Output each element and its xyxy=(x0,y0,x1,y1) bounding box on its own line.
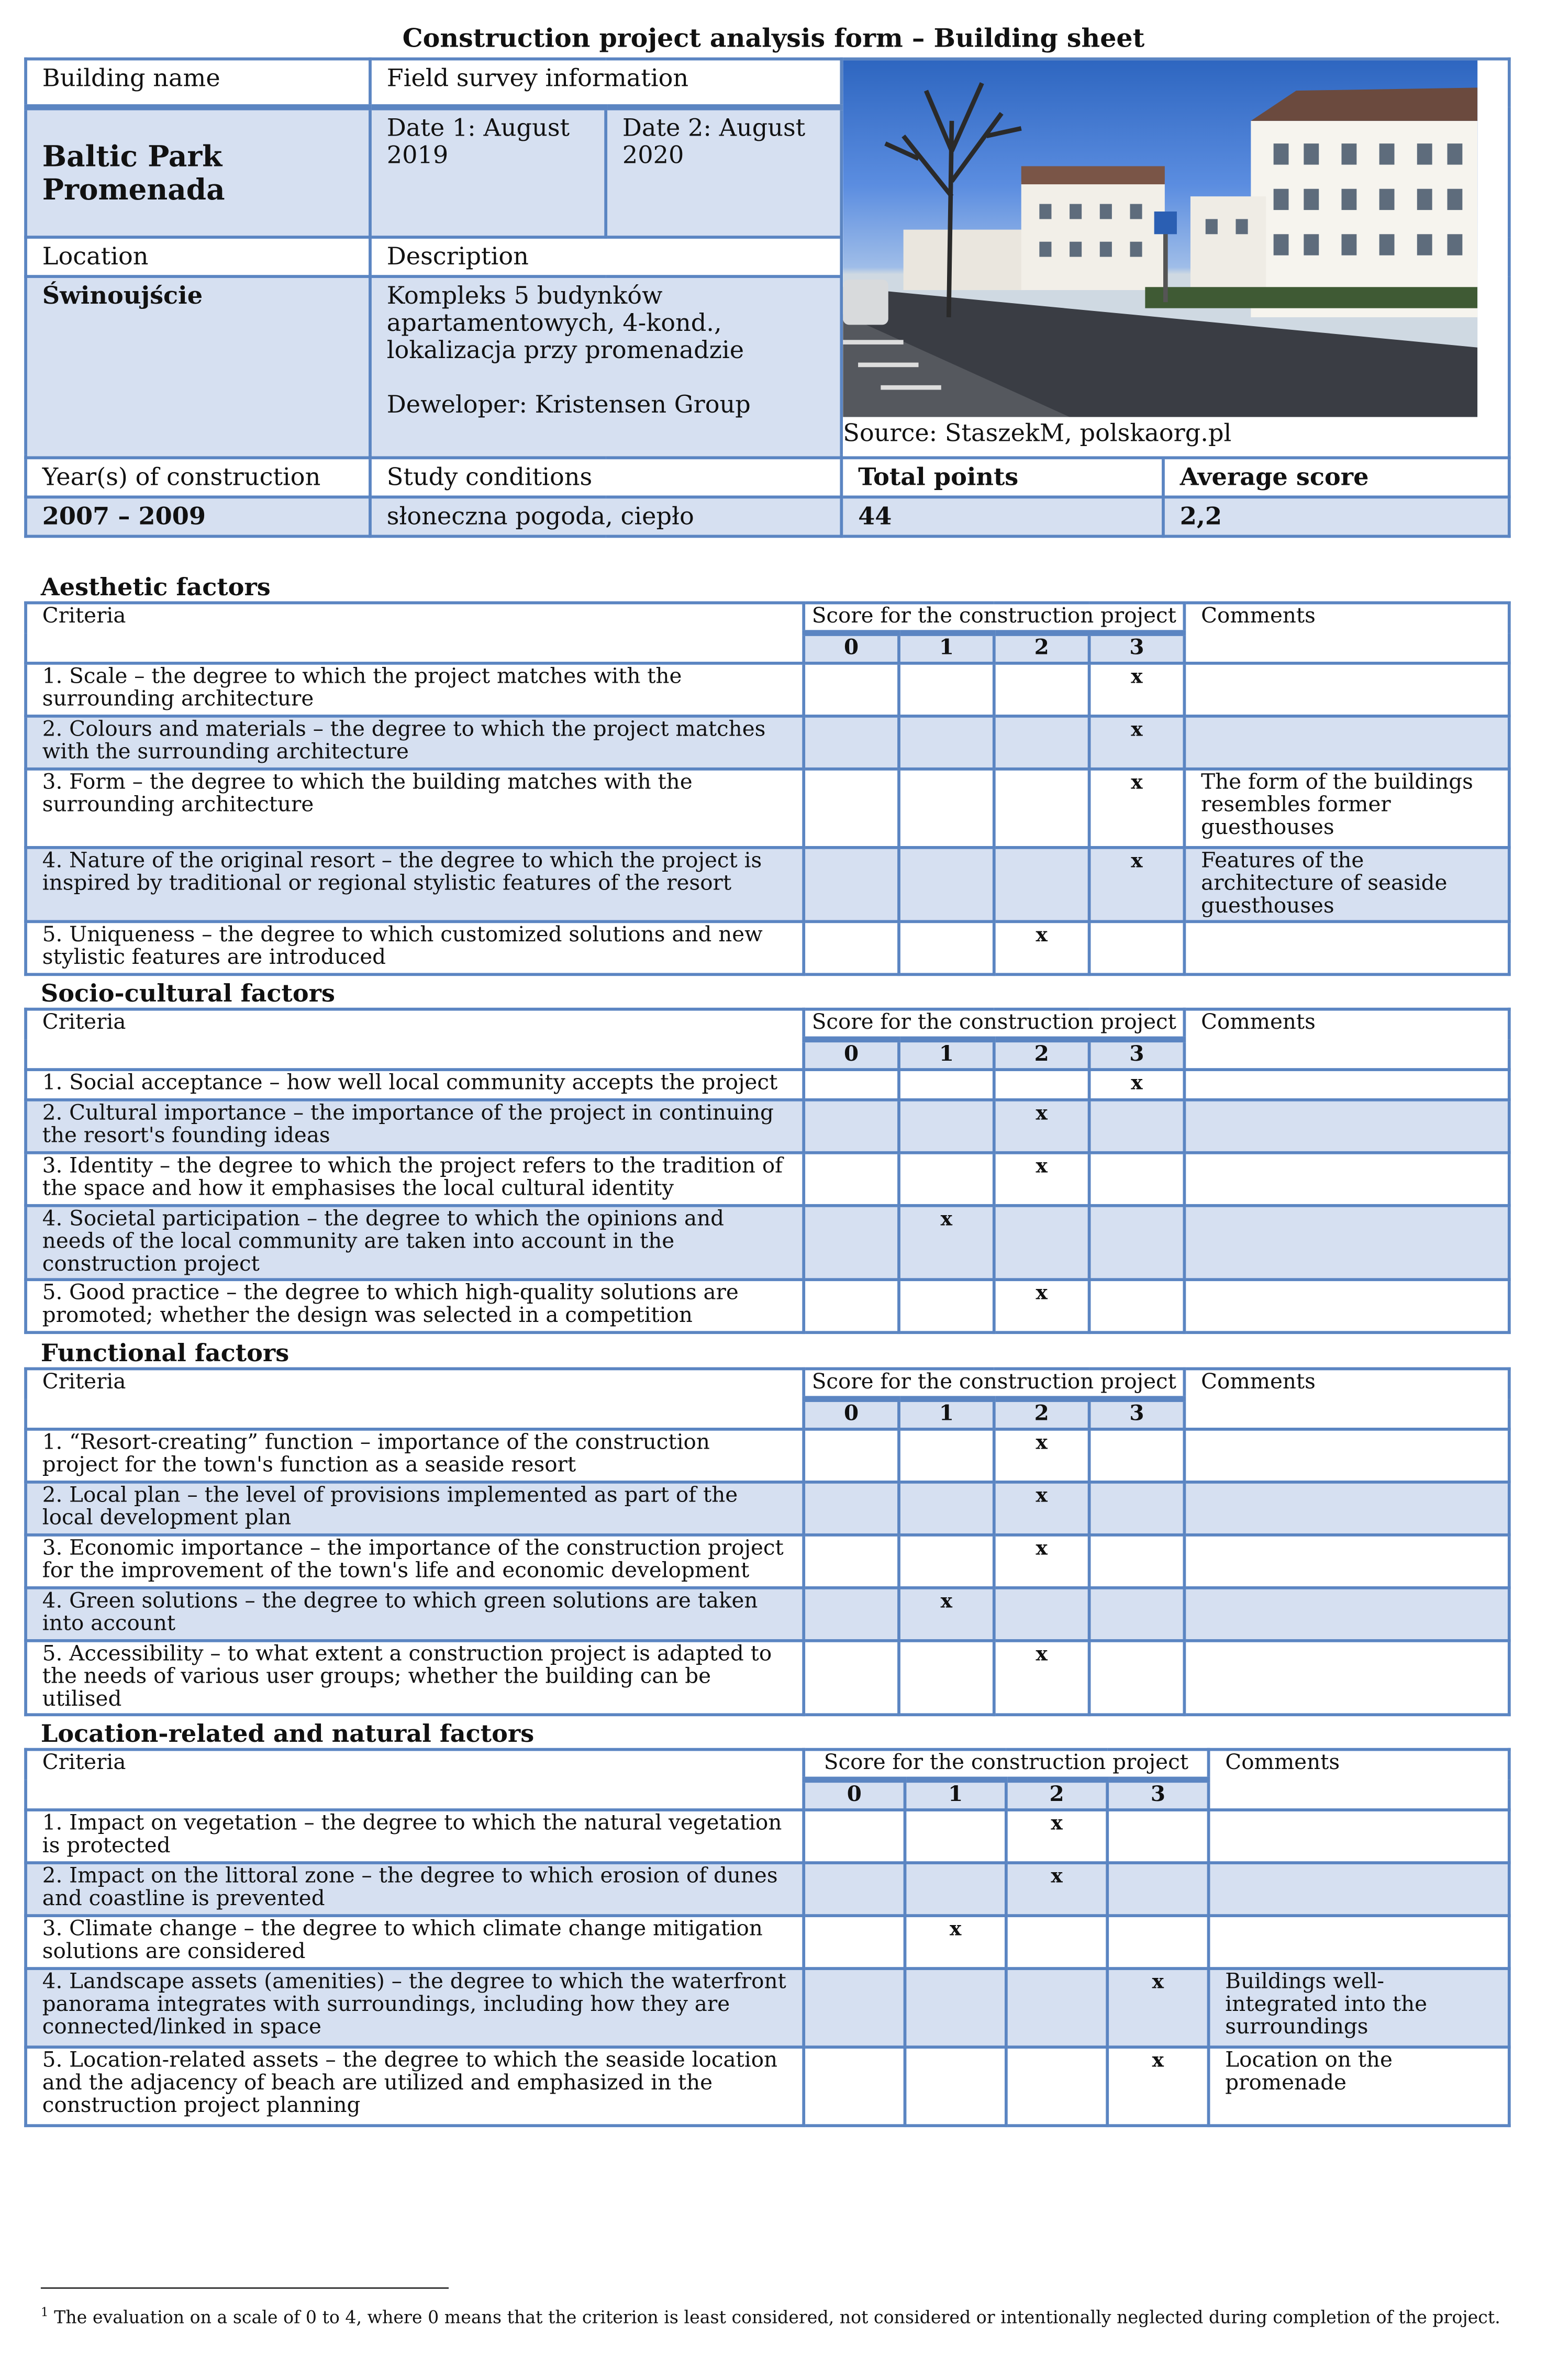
building-photo xyxy=(843,60,1477,417)
scale-2: 2 xyxy=(994,1039,1089,1070)
comment-text xyxy=(1184,1153,1509,1206)
date2: Date 2: August 2020 xyxy=(606,107,841,237)
scale-0: 0 xyxy=(804,1780,905,1810)
score-mark: x xyxy=(1089,1070,1185,1100)
table-row xyxy=(26,1968,1509,2047)
comment-text xyxy=(1184,1588,1509,1641)
scale-0: 0 xyxy=(804,633,899,663)
score-cell xyxy=(899,716,994,769)
criterion-text: 4. Green solutions – the degree to which green solutions are taken into account xyxy=(26,1588,804,1641)
score-mark: x xyxy=(1089,769,1185,848)
criteria-header: Criteria xyxy=(26,1750,804,1810)
average-label: Average score xyxy=(1163,458,1509,497)
scale-3: 3 xyxy=(1089,1039,1185,1070)
criterion-text: 4. Landscape assets (amenities) – the degree to which the waterfront panorama integrates with surroundings, including how they are connected/linked in space xyxy=(26,1968,804,2047)
score-cell xyxy=(804,769,899,848)
score-cell xyxy=(899,1641,994,1715)
table-row xyxy=(26,716,1509,769)
table-row xyxy=(26,1863,1509,1916)
scale-3: 3 xyxy=(1089,633,1185,663)
criterion-text: 5. Location-related assets – the degree to which the seaside location and the adjacency of beach are utilized and emphasized in the construction project planning xyxy=(26,2047,804,2126)
criterion-text: 5. Good practice – the degree to which high-quality solutions are promoted; whether the design was selected in a competition xyxy=(26,1280,804,1332)
comments-header: Comments xyxy=(1184,1369,1509,1429)
score-cell xyxy=(804,848,899,921)
score-cell xyxy=(899,1100,994,1153)
table-row xyxy=(26,1482,1509,1535)
comment-text: Features of the architecture of seaside guesthouses xyxy=(1184,848,1509,921)
comment-text xyxy=(1209,1863,1509,1916)
table-row xyxy=(26,769,1509,848)
criterion-text: 3. Identity – the degree to which the project refers to the tradition of the space and how it emphasises the local cultural identity xyxy=(26,1153,804,1206)
page-title: Construction project analysis form – Building sheet xyxy=(402,24,1145,54)
scale-2: 2 xyxy=(994,1399,1089,1429)
score-cell xyxy=(1089,1482,1185,1535)
date1: Date 1: August 2019 xyxy=(370,107,606,237)
table-row xyxy=(26,1641,1509,1715)
developer-text: Deweloper: Kristensen Group xyxy=(386,390,751,419)
scale-1: 1 xyxy=(899,1039,994,1070)
score-cell xyxy=(899,848,994,921)
description-text: Kompleks 5 budynków apartamentowych, 4-kond., lokalizacja przy promenadzie xyxy=(386,281,744,364)
score-cell xyxy=(804,1863,905,1916)
table-row xyxy=(26,1100,1509,1153)
footnote-text: The evaluation on a scale of 0 to 4, where 0 means that the criterion is least considered, not considered or intentionally neglected during completion of the project. xyxy=(54,2306,1500,2328)
description-cell xyxy=(370,276,841,458)
building-name: Baltic Park Promenada xyxy=(42,139,225,206)
score-cell xyxy=(899,921,994,974)
score-cell xyxy=(804,1429,899,1482)
score-cell xyxy=(899,1153,994,1206)
average-value: 2,2 xyxy=(1163,497,1509,536)
table-row xyxy=(26,848,1509,921)
total-points-value: 44 xyxy=(841,497,1163,536)
criteria-header: Criteria xyxy=(26,1369,804,1429)
comment-text: The form of the buildings resembles former guesthouses xyxy=(1184,769,1509,848)
footnote-mark: 1 xyxy=(40,2305,49,2319)
score-header: Score for the construction project xyxy=(804,1369,1184,1399)
criteria-header: Criteria xyxy=(26,603,804,663)
comment-text xyxy=(1184,716,1509,769)
score-cell xyxy=(994,769,1089,848)
criterion-text: 4. Nature of the original resort – the degree to which the project is inspired by traditional or regional stylistic features of the resort xyxy=(26,848,804,921)
scale-1: 1 xyxy=(899,1399,994,1429)
conditions-label: Study conditions xyxy=(370,458,841,497)
score-mark: x xyxy=(1089,663,1185,716)
score-mark: x xyxy=(994,1482,1089,1535)
total-points-label: Total points xyxy=(841,458,1163,497)
photo-source: Source: StaszekM, polskaorg.pl xyxy=(843,418,1232,448)
comment-text xyxy=(1184,1641,1509,1715)
score-cell xyxy=(804,1280,899,1332)
scale-2: 2 xyxy=(1006,1780,1107,1810)
scale-3: 3 xyxy=(1089,1399,1185,1429)
location-label: Location xyxy=(26,237,370,276)
section-title: Aesthetic factors xyxy=(40,572,271,602)
footnote xyxy=(41,2306,1500,2328)
score-mark: x xyxy=(1006,1810,1107,1863)
score-mark: x xyxy=(994,1429,1089,1482)
comment-text xyxy=(1184,1482,1509,1535)
score-cell xyxy=(905,1810,1006,1863)
score-cell xyxy=(804,1070,899,1100)
score-mark: x xyxy=(1089,848,1185,921)
criterion-text: 1. “Resort-creating” function – importance of the construction project for the town's function as a seaside resort xyxy=(26,1429,804,1482)
criterion-text: 4. Societal participation – the degree to which the opinions and needs of the local community are taken into account in the construction project xyxy=(26,1206,804,1280)
table-row xyxy=(26,1588,1509,1641)
score-cell xyxy=(899,1070,994,1100)
score-mark: x xyxy=(899,1206,994,1280)
header-table xyxy=(24,58,1511,538)
footnote-rule xyxy=(41,2287,449,2289)
score-mark: x xyxy=(994,921,1089,974)
years-label: Year(s) of construction xyxy=(26,458,370,497)
score-mark: x xyxy=(1107,1968,1208,2047)
criterion-text: 2. Local plan – the level of provisions implemented as part of the local development plan xyxy=(26,1482,804,1535)
score-mark: x xyxy=(905,1916,1006,1968)
comment-text xyxy=(1209,1810,1509,1863)
score-cell xyxy=(1089,1429,1185,1482)
score-mark: x xyxy=(1089,716,1185,769)
scale-3: 3 xyxy=(1107,1780,1208,1810)
score-cell xyxy=(804,1810,905,1863)
comment-text xyxy=(1184,663,1509,716)
table-row xyxy=(26,2047,1509,2126)
description-label: Description xyxy=(370,237,841,276)
score-mark: x xyxy=(994,1535,1089,1588)
score-cell xyxy=(994,1070,1089,1100)
score-cell xyxy=(905,1968,1006,2047)
comment-text xyxy=(1184,1070,1509,1100)
comment-text xyxy=(1209,1916,1509,1968)
scale-0: 0 xyxy=(804,1399,899,1429)
comment-text: Location on the promenade xyxy=(1209,2047,1509,2126)
score-cell xyxy=(994,1206,1089,1280)
criterion-text: 5. Uniqueness – the degree to which customized solutions and new stylistic features are introduced xyxy=(26,921,804,974)
score-cell xyxy=(1089,1280,1185,1332)
score-cell xyxy=(804,663,899,716)
table-row xyxy=(26,921,1509,974)
criterion-text: 3. Form – the degree to which the building matches with the surrounding architecture xyxy=(26,769,804,848)
score-cell xyxy=(804,921,899,974)
criterion-text: 2. Impact on the littoral zone – the degree to which erosion of dunes and coastline is prevented xyxy=(26,1863,804,1916)
comment-text xyxy=(1184,1206,1509,1280)
criterion-text: 1. Scale – the degree to which the project matches with the surrounding architecture xyxy=(26,663,804,716)
score-cell xyxy=(994,848,1089,921)
score-cell xyxy=(994,716,1089,769)
score-cell xyxy=(899,1535,994,1588)
table-row xyxy=(26,1535,1509,1588)
table-row xyxy=(26,1280,1509,1332)
table-row xyxy=(26,1810,1509,1863)
score-mark: x xyxy=(1107,2047,1208,2126)
factor-table xyxy=(24,602,1511,976)
field-survey-label: Field survey information xyxy=(370,59,841,107)
score-cell xyxy=(1089,1206,1185,1280)
table-row xyxy=(26,1206,1509,1280)
score-header: Score for the construction project xyxy=(804,603,1184,633)
criterion-text: 1. Impact on vegetation – the degree to which the natural vegetation is protected xyxy=(26,1810,804,1863)
score-cell xyxy=(905,1863,1006,1916)
score-cell xyxy=(1107,1916,1208,1968)
score-mark: x xyxy=(994,1100,1089,1153)
location-value: Świnoujście xyxy=(26,276,370,458)
score-cell xyxy=(899,769,994,848)
score-cell xyxy=(804,1535,899,1588)
score-cell xyxy=(994,1588,1089,1641)
criterion-text: 5. Accessibility – to what extent a construction project is adapted to the needs of various user groups; whether the building can be utilised xyxy=(26,1641,804,1715)
score-cell xyxy=(1107,1863,1208,1916)
score-cell xyxy=(899,1482,994,1535)
comment-text: Buildings well-integrated into the surroundings xyxy=(1209,1968,1509,2047)
score-cell xyxy=(804,716,899,769)
scale-1: 1 xyxy=(905,1780,1006,1810)
score-cell xyxy=(899,1280,994,1332)
score-cell xyxy=(1089,1100,1185,1153)
score-cell xyxy=(905,2047,1006,2126)
score-cell xyxy=(804,1916,905,1968)
score-cell xyxy=(1089,1535,1185,1588)
section-title: Socio-cultural factors xyxy=(40,978,335,1008)
photo-cell xyxy=(841,59,1509,458)
factor-table xyxy=(24,1748,1511,2127)
factor-table xyxy=(24,1367,1511,1717)
score-cell xyxy=(1089,921,1185,974)
comments-header: Comments xyxy=(1209,1750,1509,1810)
section-title: Functional factors xyxy=(40,1338,290,1367)
comment-text xyxy=(1184,1429,1509,1482)
criterion-text: 1. Social acceptance – how well local community accepts the project xyxy=(26,1070,804,1100)
scale-0: 0 xyxy=(804,1039,899,1070)
table-row xyxy=(26,1070,1509,1100)
building-name-label: Building name xyxy=(26,59,370,107)
score-cell xyxy=(1006,1968,1107,2047)
score-cell xyxy=(804,1100,899,1153)
table-row xyxy=(26,1916,1509,1968)
score-cell xyxy=(899,663,994,716)
score-cell xyxy=(804,2047,905,2126)
scale-2: 2 xyxy=(994,633,1089,663)
score-mark: x xyxy=(994,1153,1089,1206)
table-row xyxy=(26,663,1509,716)
score-cell xyxy=(1006,2047,1107,2126)
comments-header: Comments xyxy=(1184,1009,1509,1070)
score-cell xyxy=(804,1153,899,1206)
comment-text xyxy=(1184,1100,1509,1153)
comments-header: Comments xyxy=(1184,603,1509,663)
score-cell xyxy=(804,1482,899,1535)
years-value: 2007 – 2009 xyxy=(26,497,370,536)
score-cell xyxy=(899,1429,994,1482)
score-mark: x xyxy=(994,1641,1089,1715)
score-cell xyxy=(1107,1810,1208,1863)
score-cell xyxy=(804,1641,899,1715)
comment-text xyxy=(1184,921,1509,974)
score-cell xyxy=(804,1588,899,1641)
score-cell xyxy=(1089,1588,1185,1641)
table-row xyxy=(26,1429,1509,1482)
section-title: Location-related and natural factors xyxy=(40,1719,535,1748)
criterion-text: 3. Economic importance – the importance of the construction project for the improvement of the town's life and economic development xyxy=(26,1535,804,1588)
score-header: Score for the construction project xyxy=(804,1009,1184,1040)
comment-text xyxy=(1184,1280,1509,1332)
score-cell xyxy=(804,1968,905,2047)
comment-text xyxy=(1184,1535,1509,1588)
scale-1: 1 xyxy=(899,633,994,663)
score-header: Score for the construction project xyxy=(804,1750,1208,1780)
criteria-header: Criteria xyxy=(26,1009,804,1070)
criterion-text: 2. Cultural importance – the importance of the project in continuing the resort's founding ideas xyxy=(26,1100,804,1153)
score-cell xyxy=(994,663,1089,716)
conditions-value: słoneczna pogoda, ciepło xyxy=(370,497,841,536)
criterion-text: 2. Colours and materials – the degree to which the project matches with the surrounding architecture xyxy=(26,716,804,769)
score-cell xyxy=(1006,1916,1107,1968)
factor-table xyxy=(24,1008,1511,1334)
score-cell xyxy=(1089,1153,1185,1206)
score-mark: x xyxy=(994,1280,1089,1332)
score-mark: x xyxy=(1006,1863,1107,1916)
criterion-text: 3. Climate change – the degree to which climate change mitigation solutions are considered xyxy=(26,1916,804,1968)
score-mark: x xyxy=(899,1588,994,1641)
building-name-cell xyxy=(26,107,370,237)
score-cell xyxy=(804,1206,899,1280)
score-cell xyxy=(1089,1641,1185,1715)
table-row xyxy=(26,1153,1509,1206)
